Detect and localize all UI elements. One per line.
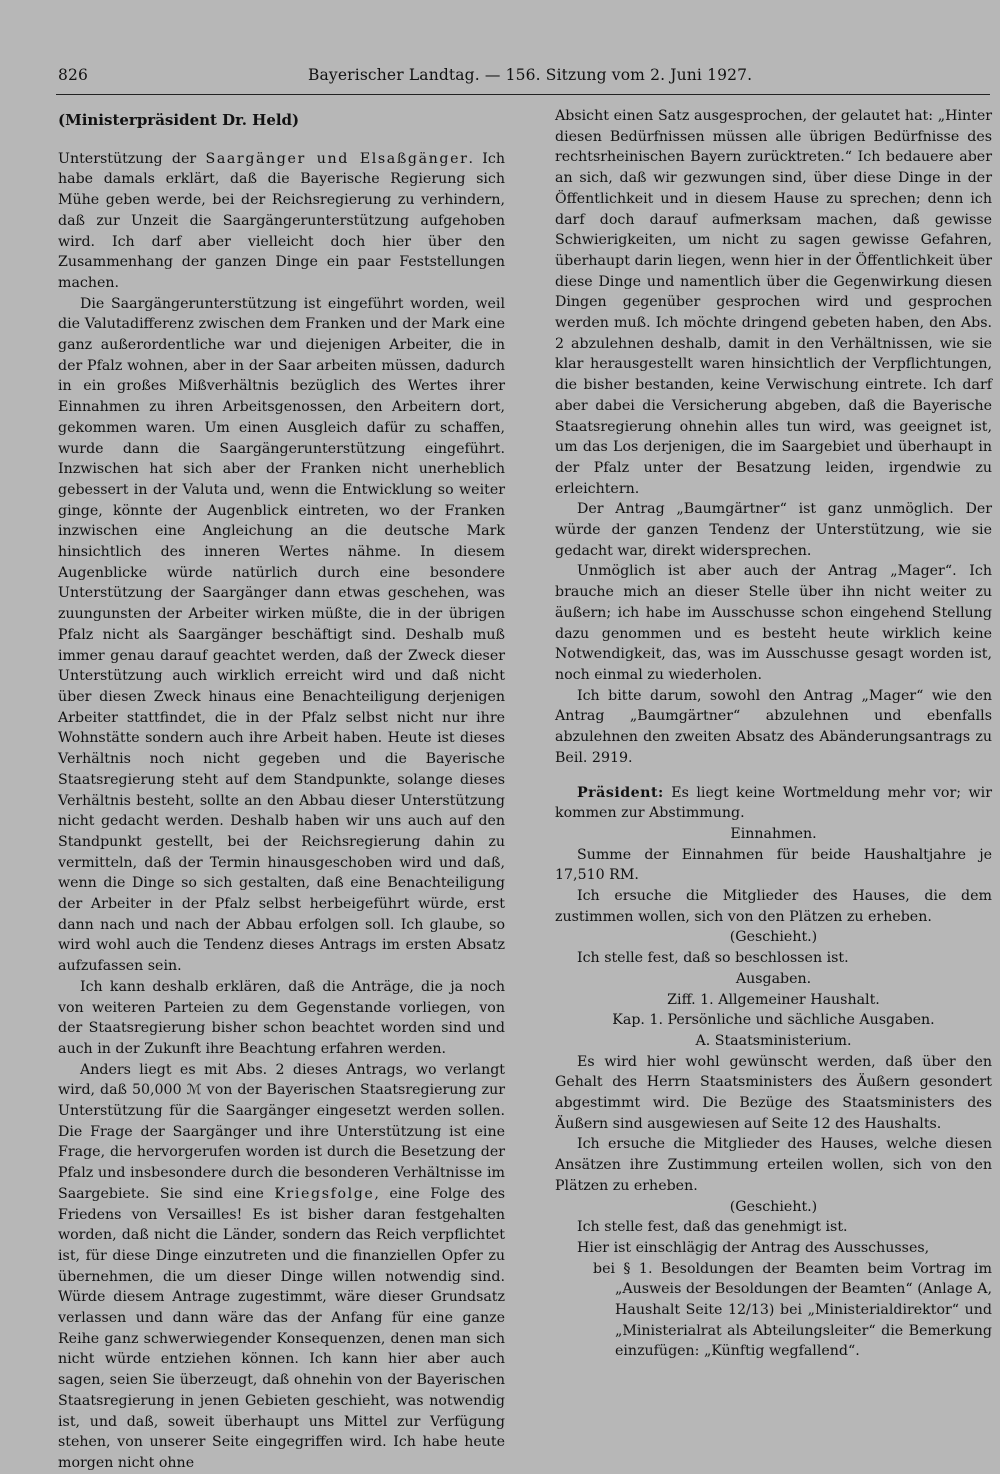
- paragraph: Ich bitte darum, sowohl den Antrag „Mager“ wie den Antrag „Baumgärtner“ abzulehnen und ebenfalls abzulehnen den zweiten Absatz des Abänderungsantrags zu Beil. 2919.: [555, 687, 992, 766]
- text-run: Unterstützung der: [58, 150, 206, 167]
- emphasis-text: Saargänger und Elsaßgänger: [205, 150, 469, 167]
- speaker-label: Präsident:: [577, 784, 664, 801]
- paragraph: Hier ist einschlägig der Antrag des Ausschusses,: [577, 1239, 930, 1256]
- paragraph: Ich ersuche die Mitglieder des Hauses, die dem zustimmen wollen, sich von den Plätzen zu erheben.: [555, 888, 992, 925]
- paragraph: Ich ersuche die Mitglieder des Hauses, welche diesen Ansätzen ihre Zustimmung erteilen wollen, sich von den Plätzen zu erheben.: [555, 1136, 992, 1194]
- running-title: Bayerischer Landtag. — 156. Sitzung vom 2. Juni 1927.: [308, 66, 753, 84]
- page-header: [58, 66, 988, 92]
- paragraph: Unmöglich ist aber auch der Antrag „Mager“. Ich brauche mich an dieser Stelle über ihn nicht weiter zu äußern; ich habe im Ausschusse schon eingehend Stellung dazu genommen und es besteht heute wirklich keine Notwendigkeit, das, was im Ausschusse gesagt worden ist, noch einmal zu wiederholen.: [555, 563, 992, 683]
- stage-note: (Geschieht.): [729, 929, 818, 946]
- emphasis-text: Kriegsfolge: [274, 1185, 375, 1202]
- paragraph: Summe der Einnahmen für beide Haushaltjahre je 17,510 RM.: [555, 846, 992, 884]
- section-heading: A. Staatsministerium.: [695, 1032, 852, 1049]
- section-heading: Ausgaben.: [735, 970, 812, 987]
- paragraph: Die Saargängerunterstützung ist eingeführt worden, weil die Valutadifferenz zwischen dem Franken und der Mark eine ganz außerordentliche war und diejenigen Arbeiter, die in der Pfalz wohnen, aber in der Saar arbeiten müssen, dadurch in ein großes Mißverhältnis bezüglich des Wertes ihrer Einnahmen zu ihren Arbeitsgenossen, den Arbeitern dort, gekommen waren. Um einen Ausgleich dafür zu schaffen, wurde dann die Saargängerunterstützung eingeführt. Inzwischen hat sich aber der Franken nicht unerheblich gebessert in der Valuta und, wenn die Entwicklung so weiter ginge, könnte der Augenblick eintreten, wo der Franken inzwischen eine Angleichung an die deutsche Mark hinsichtlich des inneren Wertes nähme. In diesem Augenblicke würde natürlich durch eine besondere Unterstützung der Saargänger dann etwas geschehen, was zuungunsten der Arbeiter wirken müßte, die in der übrigen Pfalz nicht als Saargänger beschäftigt sind. Deshalb muß immer genau darauf geachtet werden, daß der Zweck dieser Unterstützung auch wirklich erreicht wird und daß nicht über diesen Zweck hinaus eine Benachteiligung derjenigen Arbeiter stattfindet, die in der Pfalz selbst nicht nur ihre Wohnstätte sondern auch ihre Arbeit haben. Heute ist dieses Verhältnis noch nicht gegeben und die Bayerische Staatsregierung steht auf dem Standpunkte, solange dieses Verhältnis besteht, sollte an den Abbau dieser Unterstützung nicht gedacht werden. Deshalb haben wir uns auch auf den Standpunkt gestellt, bei der Reichsregierung dahin zu vermitteln, daß der Termin hinausgeschoben wird und daß, wenn die Dinge so sich gestalten, daß eine Benachteiligung der Arbeiter in der Pfalz selbst herbeigeführt würde, erst dann nach und nach der Abbau erfolgen soll. Ich glaube, so wird wohl auch die Tendenz dieses Antrags im ersten Absatz aufzufassen sein.: [58, 295, 505, 975]
- section-heading: Einnahmen.: [730, 825, 817, 842]
- paragraph: Ich stelle fest, daß so beschlossen ist.: [577, 950, 849, 967]
- section-heading: Kap. 1. Persönliche und sächliche Ausgaben.: [612, 1012, 935, 1029]
- text-run: Anders liegt es mit Abs. 2 dieses Antrags, wo verlangt wird, daß 50,000 ℳ von der Bayerischen Staatsregierung zur Unterstützung für die Saargänger eingesetzt werden sollen. Die Frage der Saargänger und ihre Unterstützung ist eine Frage, die hervorgerufen worden ist durch die Besetzung der Pfalz und insbesondere durch die besonderen Verhältnisse im Saargebiete. Sie sind eine: [58, 1061, 505, 1202]
- paragraph: Ich stelle fest, daß das genehmigt ist.: [577, 1219, 848, 1236]
- paragraph: Ich kann deshalb erklären, daß die Anträge, die ja noch von weiteren Parteien zu dem Gegenstande vorliegen, von der Staatsregierung bisher schon beachtet worden sind und auch in der Zukunft ihre Beachtung erfahren werden.: [58, 978, 505, 1057]
- section-heading: Ziff. 1. Allgemeiner Haushalt.: [667, 991, 880, 1008]
- header-rule: [56, 94, 990, 95]
- paragraph: Absicht einen Satz ausgesprochen, der gelautet hat: „Hinter diesen Bedürfnissen müssen alle übrigen Bedürfnisse des rechtsrheinischen Bayern zurücktreten.“ Ich bedauere aber an sich, daß wir gezwungen sind, über diese Dinge in der Öffentlichkeit und in diesem Hause zu sprechen; denn ich darf doch darauf aufmerksam machen, daß gewisse Schwierigkeiten, um nicht zu sagen gewisse Gefahren, überhaupt darin liegen, wenn hier in der Öffentlichkeit über diese Dinge und namentlich über die Gegenwirkung diesen Dingen gegenüber gesprochen wird und gesprochen werden muß. Ich möchte dringend gebeten haben, den Abs. 2 abzulehnen deshalb, damit in den Verhältnissen, wie sie klar herausgestellt waren hinsichtlich der Verpflichtungen, die bisher bestanden, keine Verwischung eintrete. Ich darf aber dabei die Versicherung abgeben, daß die Bayerische Staatsregierung ohnehin alles tun wird, was geeignet ist, um das Los derjenigen, die im Saargebiet und überhaupt in der Pfalz unter der Besatzung leiden, irgendwie zu erleichtern.: [555, 108, 992, 497]
- speaker-label: (Ministerpräsident Dr. Held): [58, 111, 300, 129]
- text-run: , eine Folge des Friedens von Versailles! Es ist bisher daran festgehalten worden, daß nicht die Länder, sondern das Reich verpflichtet ist, für diese Dinge einzutreten und die finanziellen Opfer zu übernehmen, die um dieser Dinge willen notwendig sind. Würde diesem Antrage zugestimmt, wäre dieser Grundsatz verlassen und dann wäre das der Anfang für eine ganze Reihe ganz schwerwiegender Konsequenzen, denen man sich nicht würde entziehen können. Ich kann hier aber auch sagen, seien Sie überzeugt, daß ohnehin von der Bayerischen Staatsregierung in jenen Gebieten geschieht, was notwendig ist, und daß, soweit überhaupt uns Mittel zur Verfügung stehen, von unserer Seite eingegriffen wird. Ich habe heute morgen nicht ohne: [58, 1185, 506, 1471]
- right-column: [555, 106, 992, 1362]
- paragraph: [58, 1060, 505, 1474]
- president-statement: [555, 783, 992, 824]
- left-column: [58, 106, 505, 1474]
- paragraph: Es wird hier wohl gewünscht werden, daß über den Gehalt des Herrn Staatsministers des Äußern gesondert abgestimmt wird. Die Bezüge des Staatsministers des Äußern sind ausgewiesen auf Seite 12 des Haushalts.: [555, 1053, 992, 1132]
- motion-text: bei § 1. Besoldungen der Beamten beim Vortrag im „Ausweis der Besoldungen der Beamten“ (Anlage A, Haushalt Seite 12/13) bei „Ministerialdirektor“ und „Ministerialrat als Abteilungsleiter“ die Bemerkung einzufügen: „Künftig wegfallend“.: [593, 1260, 992, 1360]
- text-run: . Ich habe damals erklärt, daß die Bayerische Regierung sich Mühe geben werde, bei der Reichsregierung zu verhindern, daß zur Unzeit die Saargängerunterstützung aufgehoben wird. Ich darf aber vielleicht doch hier über den Zusammenhang der ganzen Dinge ein paar Feststellungen machen.: [58, 150, 505, 291]
- paragraph: [58, 149, 505, 294]
- paragraph: Der Antrag „Baumgärtner“ ist ganz unmöglich. Der würde der ganzen Tendenz der Unterstützung, wie sie gedacht war, direkt widersprechen.: [555, 501, 992, 559]
- page-number: 826: [58, 66, 89, 84]
- stage-note: (Geschieht.): [729, 1198, 818, 1215]
- text-run: Es liegt keine Wortmeldung mehr vor; wir kommen zur Abstimmung.: [555, 784, 992, 822]
